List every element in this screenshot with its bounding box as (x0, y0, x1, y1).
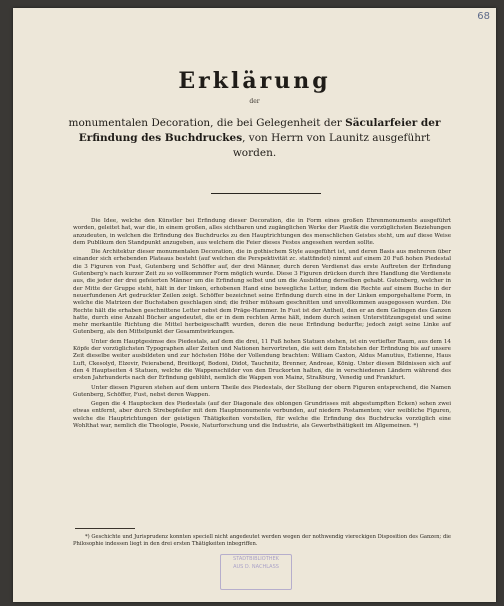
document-body (73, 218, 451, 432)
paragraph: Die Idee, welche den Künstler bei Erfindung dieser Decoration, die in Form eines großen Ehrenmonuments ausgeführt worden, geleitet hat, war die, in einem großen, alles sichtbaren und zugänglichen Werke der Plastik die vorzüglichsten Beziehungen anzudeuten, in welchen die Erfindung des Buchdrucks zu den Hauptrichtungen des menschlichen Geistes steht, um auf diese Weise dem Publikum den Standpunkt anzugeben, aus welchem die Feier dieses Festes angesehen werden sollte. (73, 218, 451, 246)
heading-line1-a: monumentalen Decoration, die bei Gelegenheit der (68, 117, 346, 129)
folio-number: 68 (477, 11, 490, 22)
footnote (73, 534, 451, 548)
document-heading (68, 116, 441, 161)
document-page (13, 8, 496, 602)
heading-line2-b: , von Herrn von Launitz ausgeführt (242, 132, 431, 144)
paragraph: Die Architektur dieser monumentalen Decoration, die in gothischem Style ausgeführt ist, und deren Basis aus mehreren über einander sich erhebenden Plateaus besteht (auf welchen die Perspektivität zc. stattfindet) nimmt auf einem 20 Fuß hohen Piedestal die 3 Figuren von Fust, Gutenberg und Schöffer auf, der drei Männer, durch deren Verdienst das erste Auftreten der Erfindung Gutenberg's nach kurzer Zeit zu so vollkommner Form möglich wurde. Diese 3 Figuren drücken durch ihre Handlung die Verdienste aus, die jeder der drei gefeierten Männer um die Erfindung selbst und um die Ausbildung derselben gehabt. Gutenberg, welcher in der Mitte der Gruppe steht, hält in der linken, erhobenen Hand eine bewegliche Letter, indem die Rechte auf einem Buche in der neuerfundenen Art gedruckter Zeilen zeigt. Schöffer bezeichnet seine Erfindung durch eine in der Linken emporgehaltene Form, in welche die Matrizen der Buchstaben geschlagen sind; die früher mühsam geschnitten und unvollkommen ausgegossen wurden. Die Rechte hält die erhaben geschnittene Letter nebst dem Präge-Hammer. In Fust ist der Antheil, den er an dem Gelingen des Ganzen hatte, durch eine Anzahl Bücher angedeutet, die er in dem rechten Arme hält, indem durch seinen Unterstützungsgeist und seine mehr merkantile Richtung die Mittel herbeigeschafft wurden, deren die neue Erfindung bedurfte; jedoch zeigt seine Linke auf Gutenberg, als den Mittelpunkt der Gesammtwirkungen. (73, 249, 451, 336)
footnote-divider (75, 528, 135, 529)
heading-line2-a: Erfindung des Buchdruckes (78, 132, 243, 144)
stamp-line2: AUS D. NACHLASS (233, 564, 279, 570)
library-stamp (220, 554, 292, 590)
paragraph: Unter dem Hauptgesimse des Piedestals, auf dem die drei, 11 Fuß hohen Statuen stehen, ist ein vertiefter Raum, aus dem 14 Köpfe der vorzüglichsten Typographen aller Zeiten und Nationen hervortreten, die seit dem Entstehen der Erfindung bis auf unsere Zeit dieselbe weiter ausbildeten und zur höchsten Höhe der Vollendung brachten: William Caxton, Aldus Manutius, Estienne, Haus Luft, Ckesolyd, Elzevir, Feierabend, Breitkopf, Bodoni, Didot, Tauchnitz, Brenner, Andreae, König. Unter diesen Bildnissen sich auf den 4 Hauptseiten 4 Statuen, welche die Wappenschilder von den Druckorten halten, die in verschiedenen Ländern während des ersten Jahrhunderts nach der Erfindung geblüht, nemlich die Wappen von Mainz, Straßburg, Venedig und Frankfurt. (73, 338, 451, 382)
footnote-text: *) Geschichte und Jurisprudenz konnten speciell nicht angedeutet werden wegen der nothwendig viereckigen Disposition des Ganzen; die Philosophie indessen liegt in den drei ersten Thätigkeiten inbegriffen. (73, 534, 451, 547)
heading-line1-b: Säcularfeier der (345, 117, 441, 129)
document-title: Erklärung (178, 68, 331, 94)
title-divider (211, 193, 321, 194)
stamp-line1: STADTBIBLIOTHEK (233, 556, 279, 562)
paragraph: Unter diesen Figuren stehen auf dem untern Theile des Piedestals, der Stellung der obern Figuren entsprechend, die Namen Gutenberg, Schöffer, Fust, nebst deren Wappen. (73, 384, 451, 398)
title-connector: der (249, 98, 260, 105)
paragraph: Gegen die 4 Hauptecken des Piedestals (auf der Diagonale des oblongen Grundrisses mit abgestumpften Ecken) sehen zwei etwas entfernt, aber durch Strebepfeiler mit dem Hauptmonumente verbunden, auf niedern Postamenten; vier weibliche Figuren, welche die Hauptrichtungen der geistigen Thätigkeiten vorstellen, für welche die Erfindung des Buchdrucks vorzüglich eine Wohlthat war, nemlich die Theologie, Poesie, Naturforschung und die Industrie, als Gewerbsthätigkeit im Allgemeinen. *) (73, 401, 451, 430)
heading-line3: worden. (232, 147, 277, 159)
